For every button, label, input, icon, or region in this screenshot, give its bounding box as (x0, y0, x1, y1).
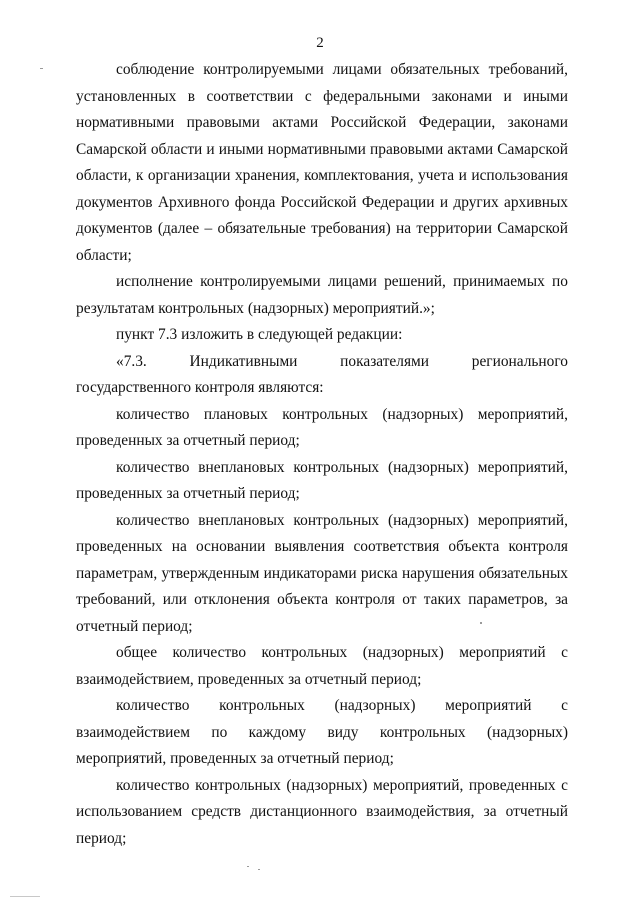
paragraph-indicators-intro: «7.3. Индикативными показателями регионального государственного контроля являются: (76, 352, 568, 396)
scan-mark (40, 68, 43, 69)
scan-mark (258, 869, 260, 870)
document-body (76, 57, 568, 852)
scan-mark (247, 866, 249, 867)
scan-mark (10, 896, 40, 897)
page-number: 2 (316, 35, 324, 51)
paragraph-decisions-execution: исполнение контролируемыми лицами решений, принимаемых по результатам контрольных (надзорных) мероприятий.»; (76, 273, 568, 317)
paragraph-interactive-by-type: количество контрольных (надзорных) мероприятий с взаимодействием по каждому виду контрольных (надзорных) мероприятий, проведенных за отчетный период; (76, 697, 568, 767)
paragraph-amend-clause: пункт 7.3 изложить в следующей редакции: (116, 326, 403, 343)
paragraph-unplanned-inspections: количество внеплановых контрольных (надзорных) мероприятий, проведенных за отчетный период; (76, 458, 568, 502)
paragraph-total-interactive-inspections: общее количество контрольных (надзорных) мероприятий с взаимодействием, проведенных за отчетный период; (76, 644, 568, 688)
paragraph-obligatory-requirements: соблюдение контролируемыми лицами обязательных требований, установленных в соответствии с федеральными законами и иными нормативными правовыми актами Российской Федерации, законами Самарской области и иными нормативными правовыми актами Самарской области, к организации хранения, комплектования, учета и использования документов Архивного фонда Российской Федерации и других архивных документов (далее – обязательные требования) на территории Самарской области; (76, 61, 568, 264)
paragraph-planned-inspections: количество плановых контрольных (надзорных) мероприятий, проведенных за отчетный период; (76, 405, 568, 449)
paragraph-remote-inspections: количество контрольных (надзорных) мероприятий, проведенных с использованием средств дистанционного взаимодействия, за отчетный период; (76, 776, 568, 847)
paragraph-risk-indicator-inspections: количество внеплановых контрольных (надзорных) мероприятий, проведенных на основании выявления соответствия объекта контроля параметрам, утвержденным индикаторами риска нарушения обязательных требований, или отклонения объекта контроля от таких параметров, за отчетный период; (76, 511, 568, 635)
scan-mark (480, 622, 482, 624)
